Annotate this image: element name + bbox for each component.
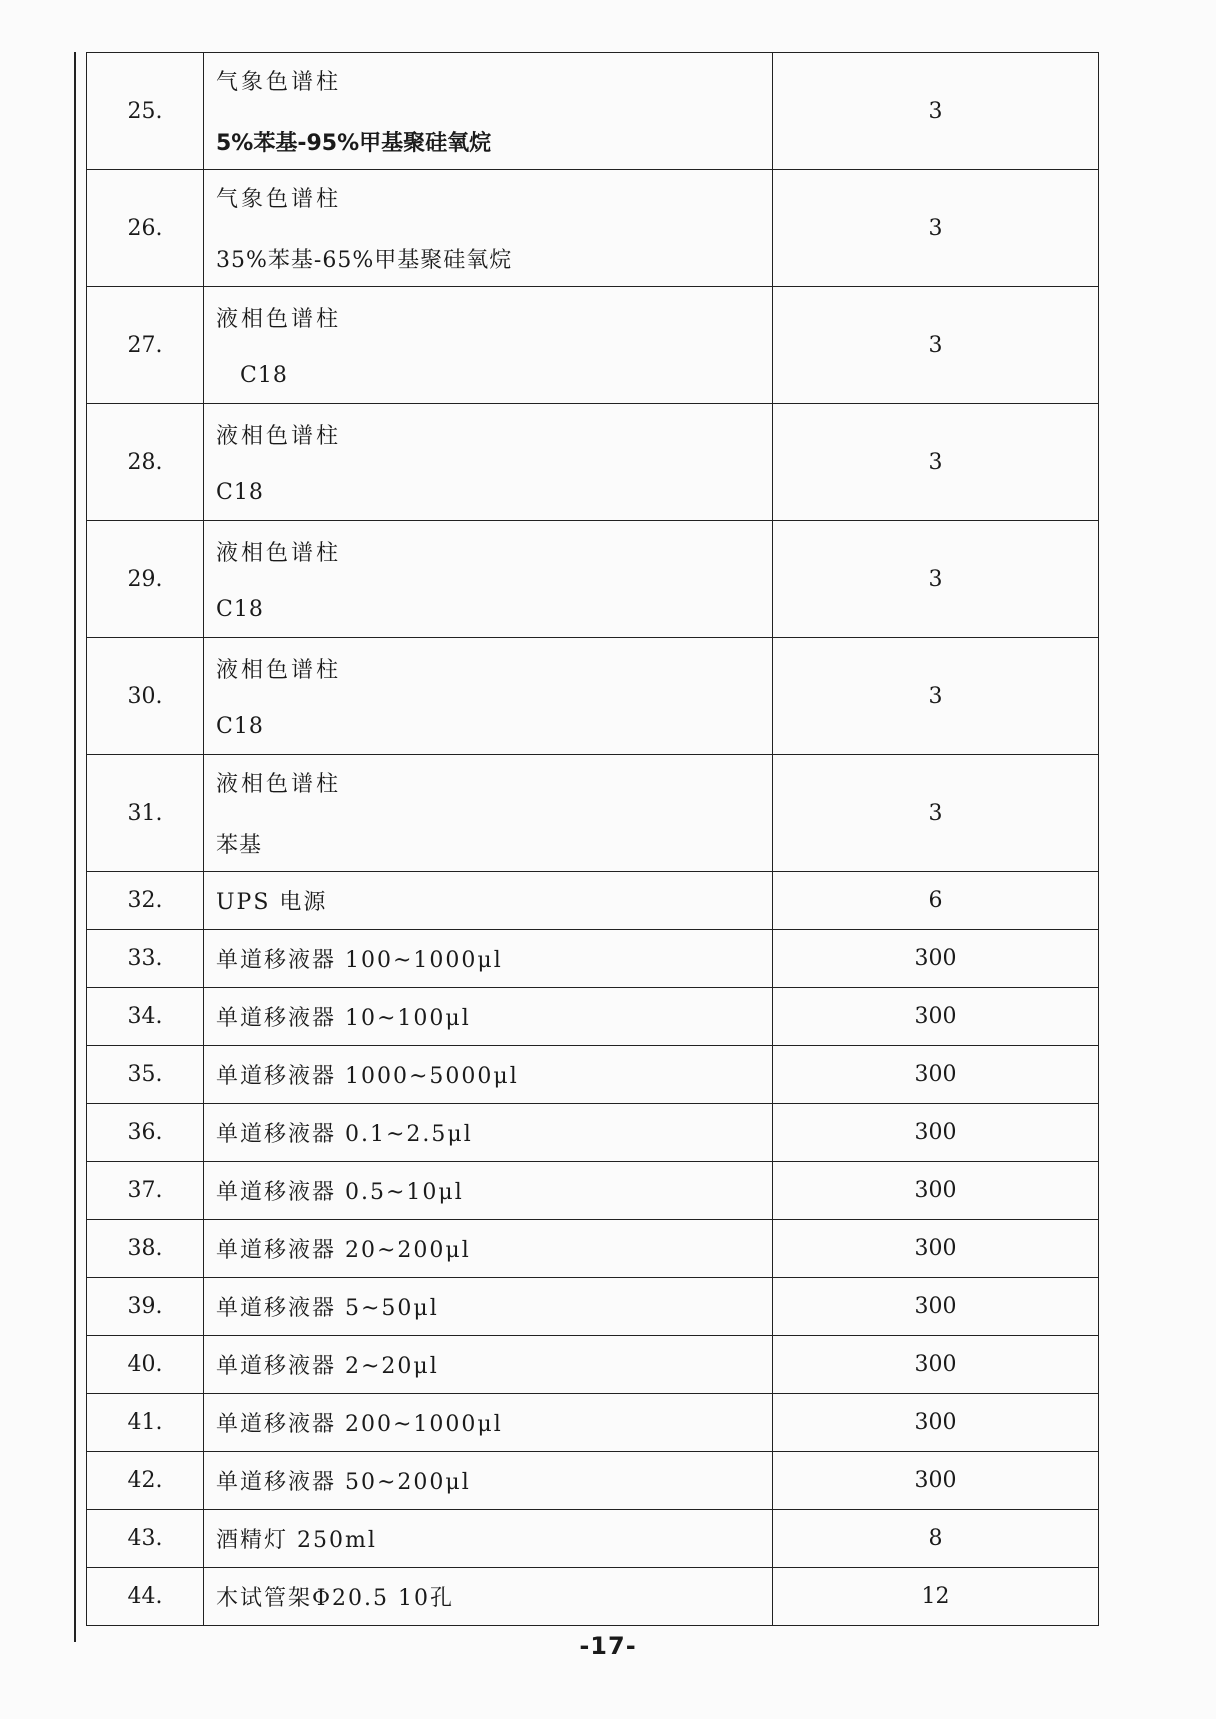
item-name-line1: 气象色谱柱 [216, 187, 342, 212]
item-name [204, 170, 773, 287]
table-row [87, 638, 1099, 755]
item-name: 单道移液器 100~1000μl [204, 930, 773, 988]
table-row [87, 1162, 1099, 1220]
item-name-line2: C18 [216, 480, 264, 505]
item-quantity: 300 [773, 1278, 1099, 1336]
item-number: 30. [87, 638, 204, 755]
table-row [87, 1046, 1099, 1104]
table-row [87, 53, 1099, 170]
item-number: 44. [87, 1568, 204, 1626]
item-quantity: 3 [773, 755, 1099, 872]
item-name [204, 287, 773, 404]
item-quantity: 300 [773, 930, 1099, 988]
item-number: 43. [87, 1510, 204, 1568]
item-name: 酒精灯 250ml [204, 1510, 773, 1568]
item-name [204, 53, 773, 170]
table-row [87, 1510, 1099, 1568]
item-quantity: 300 [773, 1162, 1099, 1220]
item-number: 31. [87, 755, 204, 872]
table-row [87, 1104, 1099, 1162]
item-name: 木试管架Φ20.5 10孔 [204, 1568, 773, 1626]
item-quantity: 300 [773, 1394, 1099, 1452]
item-number: 41. [87, 1394, 204, 1452]
items-table [86, 52, 1099, 1626]
item-quantity: 12 [773, 1568, 1099, 1626]
item-name: 单道移液器 10~100μl [204, 988, 773, 1046]
table-row [87, 1278, 1099, 1336]
table-row [87, 170, 1099, 287]
item-number: 28. [87, 404, 204, 521]
table-row [87, 404, 1099, 521]
table-row [87, 930, 1099, 988]
item-name-line1: 液相色谱柱 [216, 307, 342, 332]
item-name: 单道移液器 20~200μl [204, 1220, 773, 1278]
item-name: 单道移液器 1000~5000μl [204, 1046, 773, 1104]
item-quantity: 3 [773, 638, 1099, 755]
item-name: UPS 电源 [204, 872, 773, 930]
item-number: 39. [87, 1278, 204, 1336]
item-name: 单道移液器 2~20μl [204, 1336, 773, 1394]
table-row [87, 755, 1099, 872]
item-name: 单道移液器 200~1000μl [204, 1394, 773, 1452]
item-quantity: 3 [773, 521, 1099, 638]
item-name [204, 521, 773, 638]
item-name-line2: C18 [240, 363, 288, 388]
item-name-line1: 液相色谱柱 [216, 424, 342, 449]
item-number: 27. [87, 287, 204, 404]
item-name-line2: 苯基 [216, 833, 263, 858]
table-row [87, 1568, 1099, 1626]
table-row [87, 872, 1099, 930]
item-quantity: 300 [773, 1046, 1099, 1104]
item-name-line2: 5%苯基-95%甲基聚硅氧烷 [216, 131, 492, 156]
item-quantity: 300 [773, 1220, 1099, 1278]
table-row [87, 1452, 1099, 1510]
item-number: 33. [87, 930, 204, 988]
item-number: 35. [87, 1046, 204, 1104]
table-row [87, 988, 1099, 1046]
item-number: 38. [87, 1220, 204, 1278]
item-quantity: 3 [773, 53, 1099, 170]
table-row [87, 1220, 1099, 1278]
item-quantity: 8 [773, 1510, 1099, 1568]
item-name: 单道移液器 0.5~10μl [204, 1162, 773, 1220]
table-row [87, 287, 1099, 404]
item-name [204, 404, 773, 521]
item-quantity: 3 [773, 404, 1099, 521]
item-number: 34. [87, 988, 204, 1046]
item-name-line2: 35%苯基-65%甲基聚硅氧烷 [216, 248, 513, 273]
item-number: 37. [87, 1162, 204, 1220]
item-quantity: 300 [773, 1104, 1099, 1162]
item-name-line2: C18 [216, 714, 264, 739]
item-name-line2: C18 [216, 597, 264, 622]
item-name [204, 755, 773, 872]
item-name [204, 638, 773, 755]
item-name: 单道移液器 0.1~2.5μl [204, 1104, 773, 1162]
item-quantity: 3 [773, 170, 1099, 287]
item-number: 32. [87, 872, 204, 930]
item-quantity: 300 [773, 988, 1099, 1046]
page-number: -17- [579, 1632, 637, 1660]
item-quantity: 6 [773, 872, 1099, 930]
item-name-line1: 液相色谱柱 [216, 658, 342, 683]
item-number: 40. [87, 1336, 204, 1394]
item-quantity: 3 [773, 287, 1099, 404]
item-name: 单道移液器 50~200μl [204, 1452, 773, 1510]
table-row [87, 521, 1099, 638]
item-name-line1: 气象色谱柱 [216, 70, 342, 95]
table-row [87, 1336, 1099, 1394]
item-number: 29. [87, 521, 204, 638]
item-name-line1: 液相色谱柱 [216, 541, 342, 566]
item-number: 26. [87, 170, 204, 287]
item-name: 单道移液器 5~50μl [204, 1278, 773, 1336]
table-row [87, 1394, 1099, 1452]
item-number: 42. [87, 1452, 204, 1510]
item-quantity: 300 [773, 1452, 1099, 1510]
item-quantity: 300 [773, 1336, 1099, 1394]
item-number: 36. [87, 1104, 204, 1162]
item-number: 25. [87, 53, 204, 170]
item-name-line1: 液相色谱柱 [216, 772, 342, 797]
